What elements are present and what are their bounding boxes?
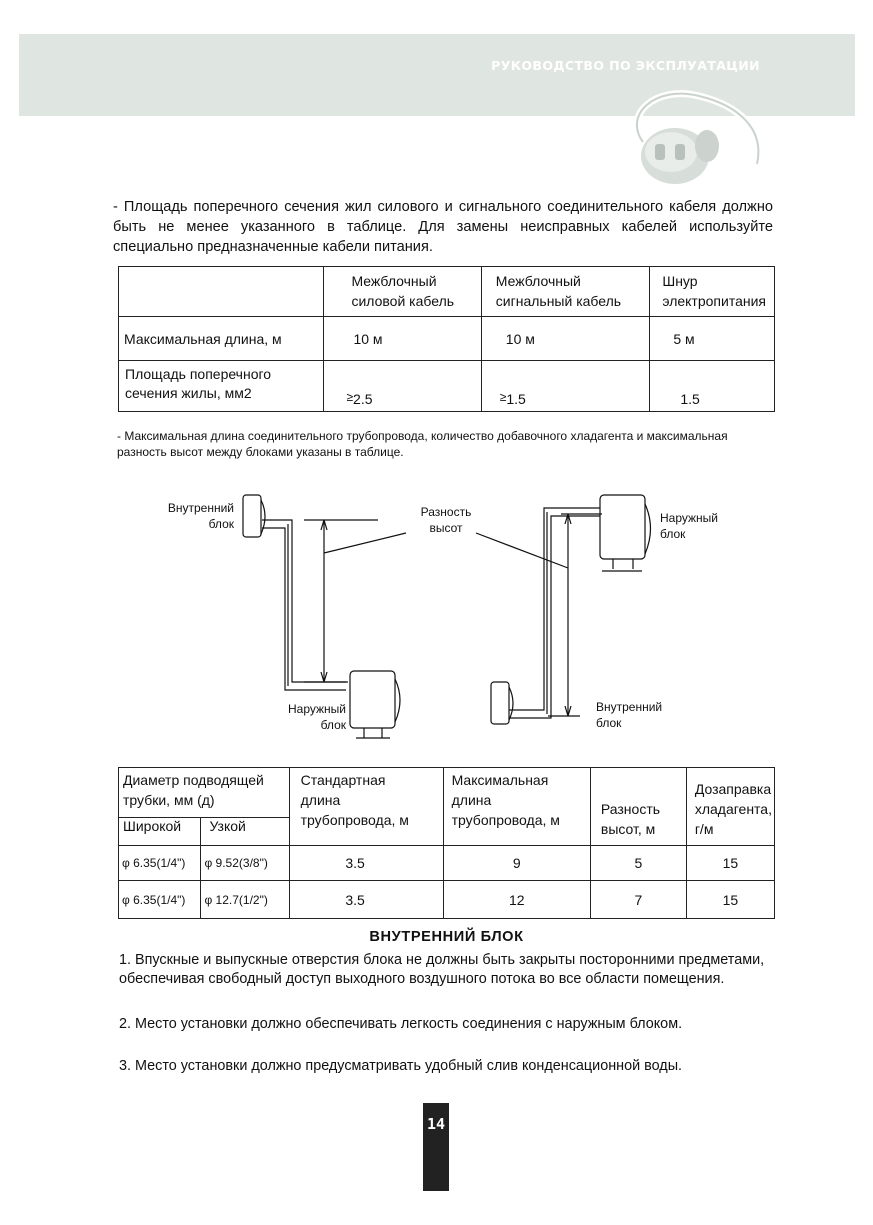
label-line: блок [660,527,686,541]
header-line: длина [451,792,492,808]
max-length-header [443,768,590,846]
header-line: высот, м [600,821,656,837]
standard-length-header [289,768,443,846]
header-line: трубопровода, м [300,812,409,828]
header-line: Шнур [662,273,698,289]
label-line: Наружный [660,511,718,525]
max-length-label: Максимальная длина, м [119,317,324,361]
refill-cell: 15 [686,846,774,881]
header-line: Межблочный [495,273,581,289]
height-diff-header [590,768,686,846]
label-line: Внутренний [167,501,234,515]
label-line: Разность [420,505,472,519]
label-line: Внутренний [596,700,663,714]
cross-section-label [119,361,324,412]
refill-cell: 15 [686,881,774,919]
header-line: Разность [600,801,661,817]
max-length-row [119,317,775,361]
header-line: силовой кабель [351,293,455,309]
cable-table [118,266,775,412]
header-line: трубопровода, м [451,812,560,828]
gte-symbol: ≥ [499,390,507,404]
right-indoor-unit-shape [491,682,509,724]
label-line: Наружный [288,702,346,716]
cross-section-value [481,361,650,412]
requirement-1: 1. Впускные и выпускные отверстия блока не должны быть закрыты посторонними предметами, обеспечивая свободный доступ выходного воздушного потока во все области помещения. [119,952,765,987]
right-indoor-label [596,699,676,731]
page-number-tab [423,1103,449,1191]
refill-header [686,768,774,846]
header-line: хладагента, г/м [694,801,772,837]
gte-symbol: ≥ [346,390,354,404]
max-length-value: 5 м [650,317,775,361]
pipe-table-row [119,881,775,919]
narrow-diameter-cell: φ 12.7(1/2") [201,881,289,919]
cross-section-row [119,361,775,412]
height-diff-cell: 7 [590,881,686,919]
value-text: 2.5 [353,391,373,407]
standard-length-cell: 3.5 [289,846,443,881]
header-line: Стандартная [300,772,386,788]
power-cord-header [650,267,775,317]
left-indoor-unit-shape [243,495,261,537]
pipeline-note: - Максимальная длина соединительного трубопровода, количество добавочного хладагента и максимальная разность высот между блоками указаны в таблице. [117,429,728,459]
header-line: Межблочный [351,273,437,289]
max-length-cell: 12 [443,881,590,919]
standard-length-cell: 3.5 [289,881,443,919]
header-line: длина [300,792,341,808]
max-length-cell: 9 [443,846,590,881]
narrow-diameter-cell: φ 9.52(3/8") [201,846,289,881]
header-line: Дозаправка [694,781,772,797]
signal-cable-header [481,267,650,317]
header-line: электропитания [662,293,766,309]
header-line: сигнальный кабель [495,293,622,309]
section-title: ВНУТРЕННИЙ БЛОК [369,929,524,945]
max-length-value: 10 м [324,317,481,361]
wide-pipe-header: Широкой [119,818,201,846]
requirement-3: 3. Место установки должно предусматривать удобный слив конденсационной воды. [119,1058,683,1074]
label-line: сечения жилы, мм2 [125,385,252,401]
right-outdoor-label [660,510,730,542]
wide-diameter-cell: φ 6.35(1/4") [119,846,201,881]
diameter-header [119,768,290,818]
requirement-2: 2. Место установки должно обеспечивать легкость соединения с наружным блоком. [119,1016,683,1032]
narrow-pipe-header: Узкой [201,818,289,846]
power-cable-header [324,267,481,317]
label-line: блок [208,517,234,531]
header-line: трубки, мм (д) [123,792,215,808]
pipe-table-row [119,846,775,881]
header-line: Диаметр подводящей [123,772,264,788]
label-line: высот [429,521,463,535]
label-line: блок [320,718,346,732]
installation-diagram [150,490,718,750]
right-outdoor-unit-shape [600,495,645,559]
label-line: блок [596,716,622,730]
pipe-table [118,767,775,919]
left-indoor-label [156,500,234,532]
value-text: 1.5 [506,391,526,407]
max-length-value: 10 м [481,317,650,361]
label-line: Площадь поперечного [125,366,272,382]
header-line: Максимальная [451,772,549,788]
page-number: 14 [426,1115,446,1133]
plug-icon [615,80,775,192]
cable-table-header-row [119,267,775,317]
left-outdoor-unit-shape [350,671,395,728]
pipe-table-header-row [119,768,775,818]
left-outdoor-label [274,701,346,733]
wide-diameter-cell: φ 6.35(1/4") [119,881,201,919]
height-diff-cell: 5 [590,846,686,881]
cross-section-value: 1.5 [650,361,775,412]
intro-paragraph: - Площадь поперечного сечения жил силового и сигнального соединительного кабеля должно быть не менее указанного в таблице. Для замены неисправных кабелей используйте специально предназначенные кабели питания. [113,199,773,255]
cross-section-value [324,361,481,412]
height-diff-label [406,504,486,536]
empty-header-cell [119,267,324,317]
header-title: РУКОВОДСТВО ПО ЭКСПЛУАТАЦИИ [491,58,760,73]
